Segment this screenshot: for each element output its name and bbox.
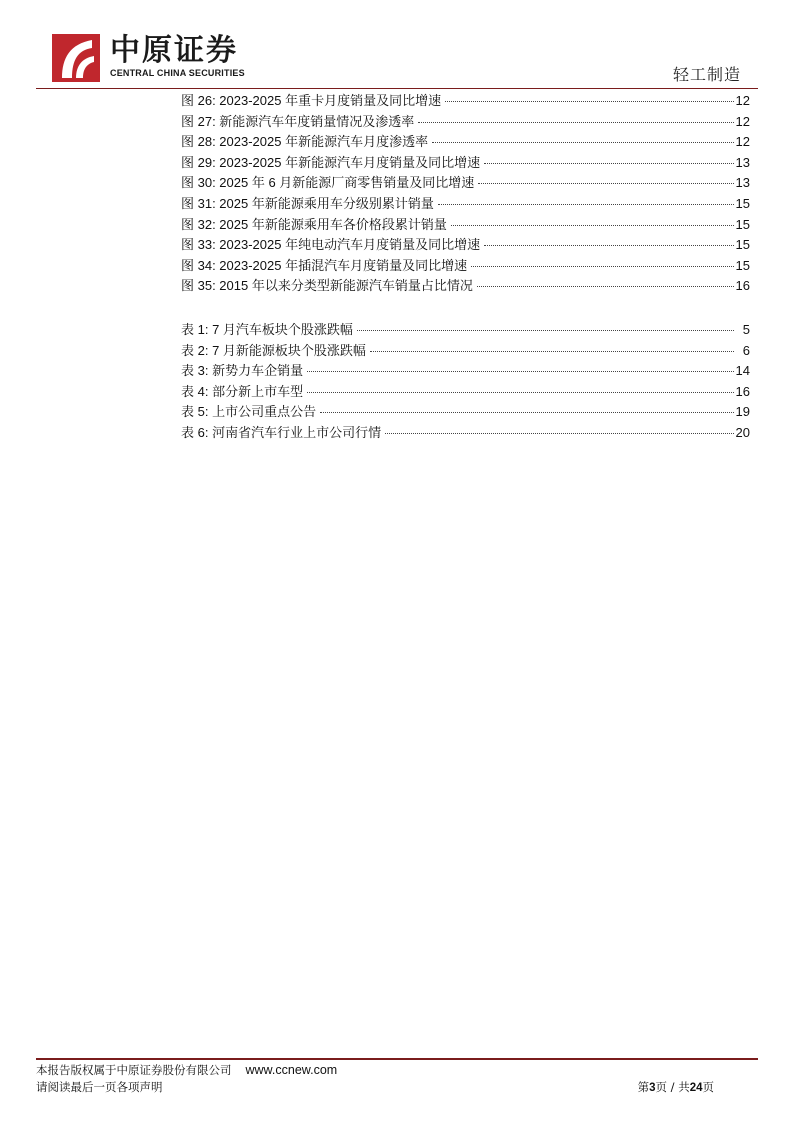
- figure-entry[interactable]: [181, 235, 750, 256]
- figure-entry[interactable]: [181, 112, 750, 133]
- figure-entry[interactable]: [181, 256, 750, 277]
- table-entry-label: 表 6: 河南省汽车行业上市公司行情: [181, 424, 382, 440]
- figure-entry-page: 15: [735, 257, 750, 273]
- figure-entry[interactable]: [181, 215, 750, 236]
- figure-entry-label: 图 28: 2023-2025 年新能源汽车月度渗透率: [181, 134, 429, 150]
- logo-chinese-name: 中原证券: [110, 33, 238, 68]
- figure-entry[interactable]: [181, 276, 750, 297]
- dot-leader: [477, 286, 734, 287]
- table-entry[interactable]: [181, 402, 750, 423]
- figure-entry-page: 12: [735, 93, 750, 108]
- table-entry-page: 16: [735, 383, 750, 399]
- website-link[interactable]: www.ccnew.com: [245, 1063, 338, 1077]
- table-entry-label: 表 3: 新势力车企销量: [181, 363, 304, 379]
- table-entry-label: 表 5: 上市公司重点公告: [181, 404, 317, 420]
- table-entry-page: 19: [735, 404, 750, 420]
- figure-entry-page: 15: [735, 237, 750, 253]
- disclaimer-notice: 请阅读最后一页各项声明: [36, 1080, 163, 1094]
- table-entry[interactable]: [181, 361, 750, 382]
- figure-entry[interactable]: [181, 194, 750, 215]
- header-divider: [36, 88, 758, 89]
- dot-leader: [445, 101, 733, 102]
- logo-mark-icon: [52, 34, 100, 82]
- dot-leader: [307, 371, 733, 372]
- table-entry-page: 14: [735, 363, 750, 379]
- dot-leader: [307, 392, 733, 393]
- dot-leader: [357, 330, 734, 331]
- table-entry[interactable]: [181, 382, 750, 403]
- figure-entry-page: 13: [735, 175, 750, 191]
- dot-leader: [385, 433, 733, 434]
- dot-leader: [320, 412, 733, 413]
- table-list: [181, 320, 750, 444]
- figure-entry-page: 15: [735, 216, 750, 232]
- figure-entry-label: 图 30: 2025 年 6 月新能源厂商零售销量及同比增速: [181, 175, 475, 191]
- table-entry-page: 6: [742, 342, 750, 358]
- page-indicator: 第3页 / 共24页: [637, 1080, 714, 1094]
- dot-leader: [484, 245, 733, 246]
- figure-entry-label: 图 32: 2025 年新能源乘用车各价格段累计销量: [181, 216, 447, 232]
- dot-leader: [438, 204, 734, 205]
- footer-left: [36, 1062, 337, 1096]
- figure-entry-page: 12: [735, 113, 750, 129]
- figure-entry[interactable]: [181, 173, 750, 194]
- logo-english-name: CENTRAL CHINA SECURITIES: [110, 68, 245, 78]
- current-page: 3: [649, 1082, 656, 1094]
- figure-entry-label: 图 35: 2015 年以来分类型新能源汽车销量占比情况: [181, 278, 473, 294]
- figure-entry-label: 图 26: 2023-2025 年重卡月度销量及同比增速: [181, 93, 442, 108]
- dot-leader: [451, 225, 734, 226]
- figure-entry-label: 图 29: 2023-2025 年新能源汽车月度销量及同比增速: [181, 154, 481, 170]
- copyright-notice: 本报告版权属于中原证券股份有限公司: [36, 1063, 232, 1077]
- table-entry[interactable]: [181, 341, 750, 362]
- company-logo: [52, 34, 262, 82]
- figure-entry-page: 15: [735, 195, 750, 211]
- table-entry[interactable]: [181, 423, 750, 444]
- figure-entry-page: 12: [735, 134, 750, 150]
- dot-leader: [484, 163, 733, 164]
- footer-divider: [36, 1058, 758, 1060]
- industry-title: 轻工制造: [672, 65, 741, 84]
- figure-entry-label: 图 27: 新能源汽车年度销量情况及渗透率: [181, 113, 415, 129]
- dot-leader: [471, 266, 733, 267]
- figure-entry[interactable]: [181, 153, 750, 174]
- dot-leader: [478, 183, 733, 184]
- figure-entry-page: 13: [735, 154, 750, 170]
- figure-entry-label: 图 33: 2023-2025 年纯电动汽车月度销量及同比增速: [181, 237, 481, 253]
- table-entry-page: 20: [735, 424, 750, 440]
- total-pages: 24: [689, 1082, 703, 1094]
- figure-entry[interactable]: [181, 132, 750, 153]
- dot-leader: [432, 142, 733, 143]
- table-entry-label: 表 4: 部分新上市车型: [181, 383, 304, 399]
- figure-entry-page: 16: [735, 278, 750, 294]
- figure-entry-label: 图 31: 2025 年新能源乘用车分级别累计销量: [181, 195, 434, 211]
- table-entry-label: 表 2: 7 月新能源板块个股涨跌幅: [181, 342, 366, 358]
- figure-entry[interactable]: [181, 91, 750, 112]
- table-entry-label: 表 1: 7 月汽车板块个股涨跌幅: [181, 322, 353, 337]
- table-entry-page: 5: [742, 322, 750, 337]
- dot-leader: [418, 122, 733, 123]
- figure-list: [181, 91, 750, 297]
- figure-entry-label: 图 34: 2023-2025 年插混汽车月度销量及同比增速: [181, 257, 468, 273]
- table-entry[interactable]: [181, 320, 750, 341]
- dot-leader: [370, 351, 734, 352]
